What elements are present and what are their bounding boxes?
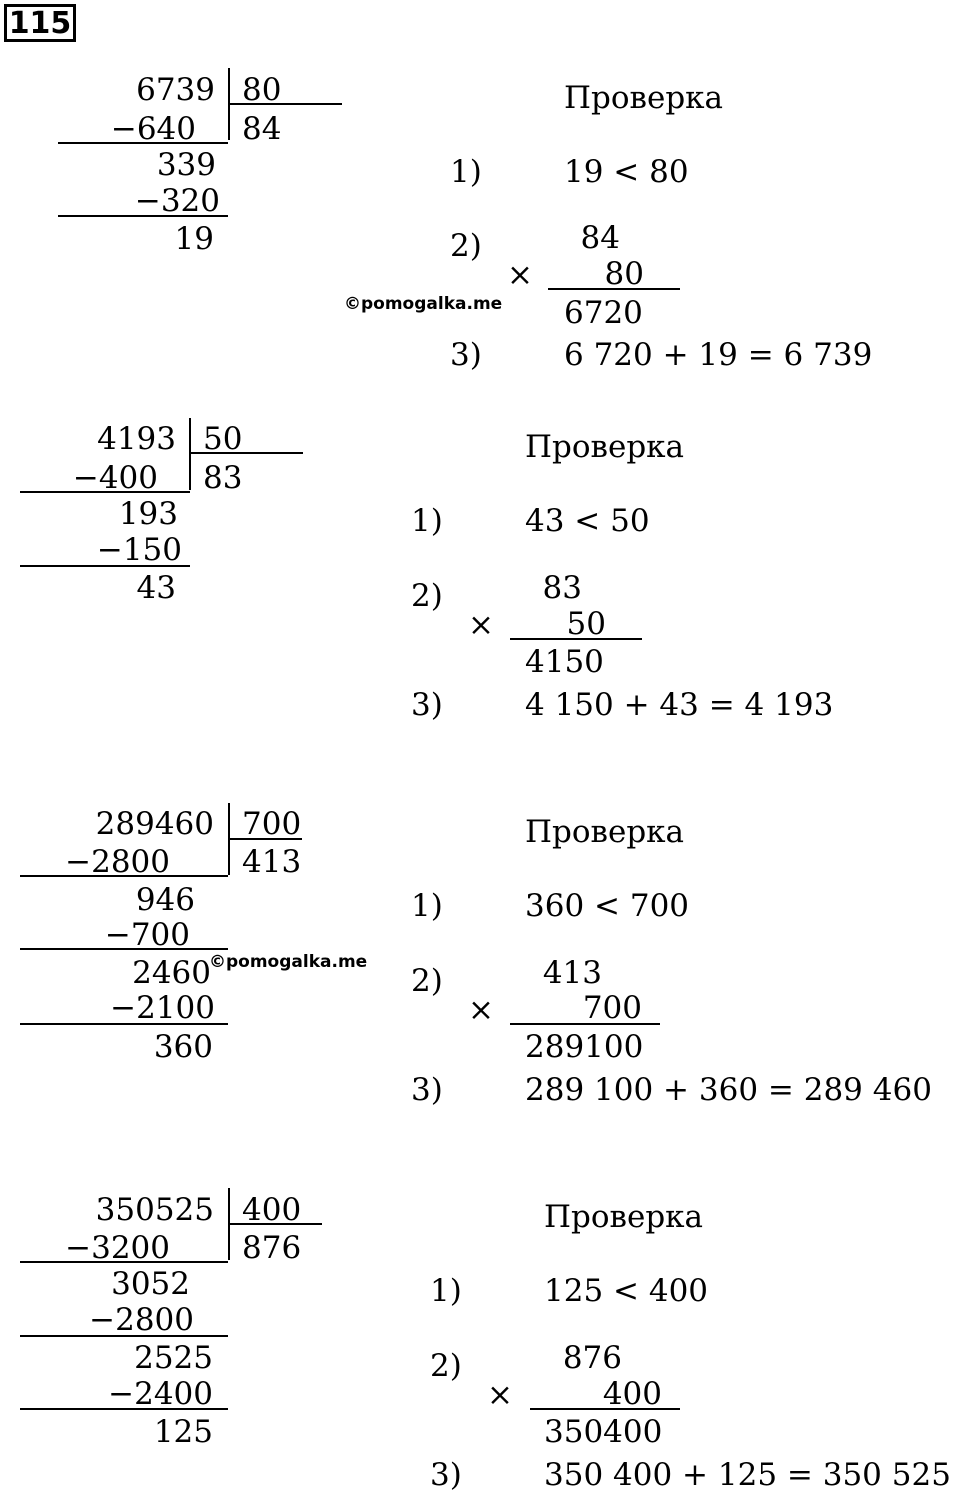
multiply-sign: ×	[468, 607, 494, 643]
subtraction-step: −2400	[108, 1376, 213, 1412]
remainder-step: 339	[156, 147, 216, 183]
subtraction-step: −640	[110, 111, 196, 147]
subtraction-step: −150	[96, 532, 182, 568]
underline	[20, 948, 228, 950]
underline	[548, 288, 680, 290]
remainder-step: 2460	[132, 955, 211, 991]
final-remainder: 43	[136, 570, 176, 606]
step-number: 1)	[411, 503, 443, 539]
multiplicand: 84	[580, 220, 620, 256]
step-number: 2)	[430, 1348, 462, 1384]
step-number: 2)	[450, 228, 482, 264]
multiplier: 80	[604, 256, 644, 292]
step-number: 1)	[450, 154, 482, 190]
subtraction-step: −320	[134, 183, 220, 219]
remainder-step: 2525	[134, 1340, 213, 1376]
multiply-sign: ×	[507, 257, 533, 293]
check-title: Проверка	[564, 80, 724, 116]
step-number: 3)	[450, 337, 482, 373]
remainder-step: 946	[135, 882, 195, 918]
underline	[20, 1408, 228, 1410]
subtraction-step: −400	[72, 460, 158, 496]
final-remainder: 19	[174, 221, 214, 257]
underline	[530, 1408, 680, 1410]
underline	[20, 875, 228, 877]
remainder-step: 193	[118, 496, 178, 532]
sum-equation: 4 150 + 43 = 4 193	[525, 687, 834, 723]
step-number: 2)	[411, 963, 443, 999]
product: 6720	[564, 295, 643, 331]
quotient: 83	[203, 460, 243, 496]
watermark: ©pomogalka.me	[344, 294, 503, 314]
product: 4150	[525, 644, 604, 680]
subtraction-step: −2800	[65, 844, 170, 880]
subtraction-step: −2100	[110, 990, 215, 1026]
task-number-badge: 115	[4, 4, 76, 42]
sum-equation: 350 400 + 125 = 350 525	[544, 1457, 951, 1493]
quotient: 876	[242, 1230, 302, 1266]
final-remainder: 125	[153, 1414, 213, 1450]
remainder-step: 3052	[111, 1266, 190, 1302]
sum-equation: 6 720 + 19 = 6 739	[564, 337, 873, 373]
check-title: Проверка	[525, 814, 685, 850]
divisor: 700	[242, 806, 302, 842]
multiply-sign: ×	[487, 1377, 513, 1413]
quotient: 413	[242, 844, 302, 880]
subtraction-step: −2800	[89, 1302, 194, 1338]
comparison: 19 < 80	[564, 154, 689, 190]
multiplicand: 83	[542, 570, 582, 606]
divisor: 80	[242, 72, 282, 108]
check-title: Проверка	[525, 429, 685, 465]
step-number: 2)	[411, 578, 443, 614]
multiplicand: 413	[542, 955, 602, 991]
check-title: Проверка	[544, 1199, 704, 1235]
underline	[58, 215, 228, 217]
step-number: 1)	[430, 1273, 462, 1309]
dividend: 289460	[95, 806, 214, 842]
multiplier: 400	[602, 1376, 662, 1412]
divisor: 400	[242, 1192, 302, 1228]
division-bracket-vertical	[189, 418, 191, 490]
comparison: 43 < 50	[525, 503, 650, 539]
step-number: 3)	[411, 1072, 443, 1108]
subtraction-step: −700	[104, 917, 190, 953]
underline	[20, 1261, 228, 1263]
product: 289100	[525, 1029, 644, 1065]
dividend: 6739	[136, 72, 215, 108]
step-number: 3)	[411, 687, 443, 723]
watermark: ©pomogalka.me	[209, 952, 368, 972]
final-remainder: 360	[153, 1029, 213, 1065]
multiplier: 50	[566, 606, 606, 642]
multiplicand: 876	[562, 1340, 622, 1376]
dividend: 4193	[97, 421, 176, 457]
underline	[20, 1023, 228, 1025]
subtraction-step: −3200	[65, 1230, 170, 1266]
step-number: 3)	[430, 1457, 462, 1493]
underline	[510, 1023, 660, 1025]
sum-equation: 289 100 + 360 = 289 460	[525, 1072, 932, 1108]
comparison: 360 < 700	[525, 888, 690, 924]
quotient: 84	[242, 111, 282, 147]
underline	[58, 142, 228, 144]
underline	[20, 1335, 228, 1337]
divisor: 50	[203, 421, 243, 457]
product: 350400	[544, 1414, 663, 1450]
underline	[510, 638, 642, 640]
multiplier: 700	[582, 990, 642, 1026]
underline	[20, 565, 190, 567]
step-number: 1)	[411, 888, 443, 924]
multiply-sign: ×	[468, 992, 494, 1028]
comparison: 125 < 400	[544, 1273, 709, 1309]
dividend: 350525	[95, 1192, 214, 1228]
underline	[20, 491, 190, 493]
